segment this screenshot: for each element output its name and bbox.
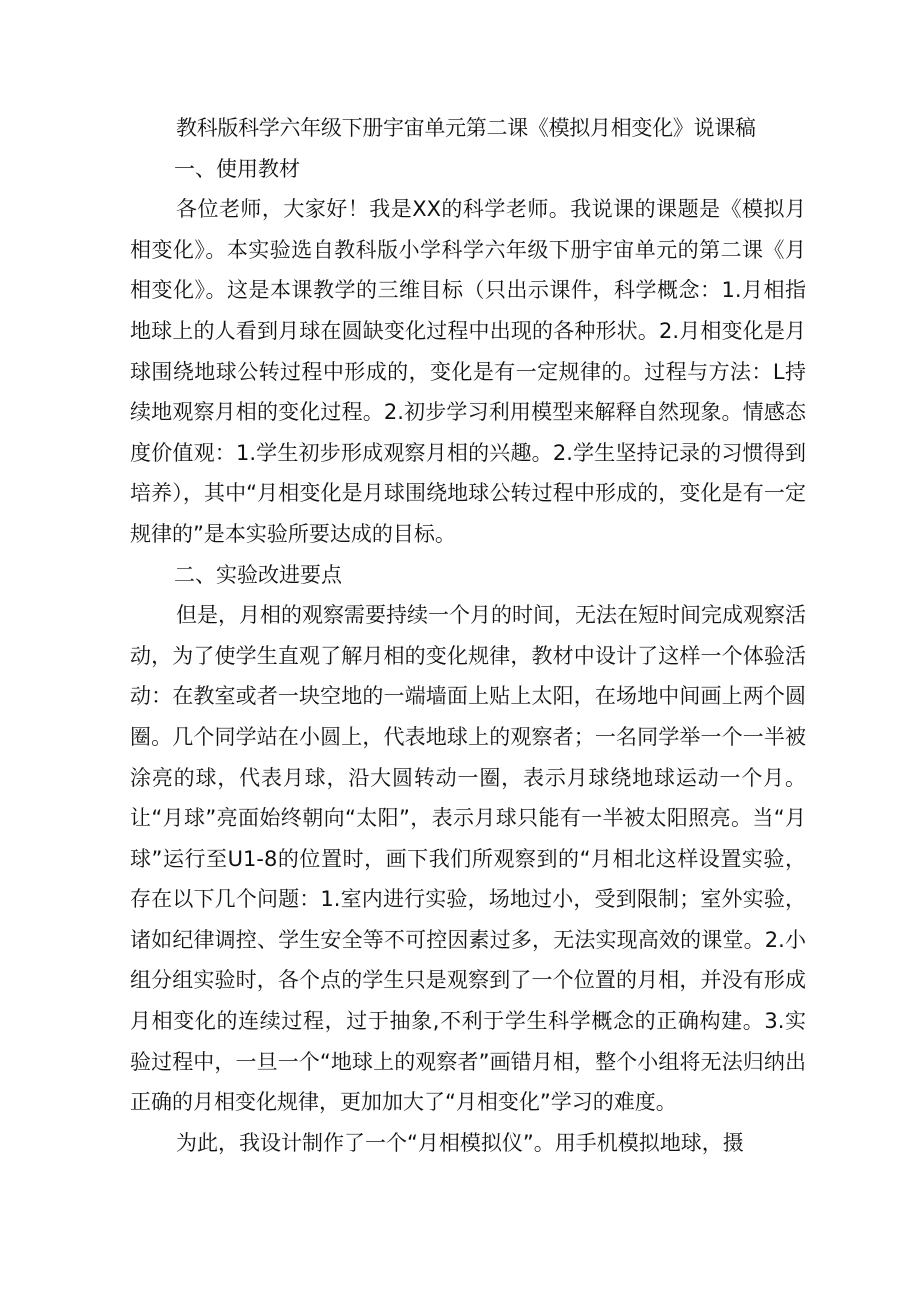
paragraph-experiment-problems: 但是，月相的观察需要持续一个月的时间，无法在短时间完成观察活动，为了使学生直观了解月相的变化规律，教材中设计了这样一个体验活动：在教室或者一块空地的一端墙面上贴上太阳，在场地中间画上两个圆圈。几个同学站在小圆上，代表地球上的观察者；一名同学举一个一半被涂亮的球，代表月球，沿大圆转动一圈，表示月球绕地球运动一个月。让“月球”亮面始终朝向“太阳”，表示月球只能有一半被太阳照亮。当“月球”运行至U1-8的位置时，画下我们所观察到的“月相北这样设置实验，存在以下几个问题：1.室内进行实验，场地过小，受到限制；室外实验，诸如纪律调控、学生安全等不可控因素过多，无法实现高效的课堂。2.小组分组实验时，各个点的学生只是观察到了一个位置的月相，并没有形成月相变化的连续过程，过于抽象,不利于学生科学概念的正确构建。3.实验过程中，一旦一个“地球上的观察者”画错月相，整个小组将无法归纳出正确的月相变化规律，更加加大了“月相变化”学习的难度。 bbox=[130, 603, 806, 1115]
section-heading-materials: 一、使用教材 bbox=[174, 156, 300, 181]
document-title: 教科版科学六年级下册宇宙单元第二课《模拟月相变化》说课稿 bbox=[176, 116, 756, 140]
paragraph-introduction: 各位老师，大家好！我是XX的科学老师。我说课的课题是《模拟月相变化》。本实验选自教科版小学科学六年级下册宇宙单元的第二课《月相变化》。这是本课教学的三维目标（只出示课件，科学概念：1.月相指地球上的人看到月球在圆缺变化过程中出现的各种形状。2.月相变化是月球围绕地球公转过程中形成的，变化是有一定规律的。过程与方法：L持续地观察月相的变化过程。2.初步学习利用模型来解释自然现象。情感态度价值观：1.学生初步形成观察月相的兴趣。2.学生坚持记录的习惯得到培养），其中“月相变化是月球围绕地球公转过程中形成的，变化是有一定规律的”是本实验所要达成的目标。 bbox=[130, 197, 806, 546]
paragraph-simulator-design: 为此，我设计制作了一个“月相模拟仪”。用手机模拟地球，摄 bbox=[176, 1130, 744, 1155]
document-body bbox=[130, 108, 806, 1163]
section-heading-improvements: 二、实验改进要点 bbox=[174, 562, 342, 587]
